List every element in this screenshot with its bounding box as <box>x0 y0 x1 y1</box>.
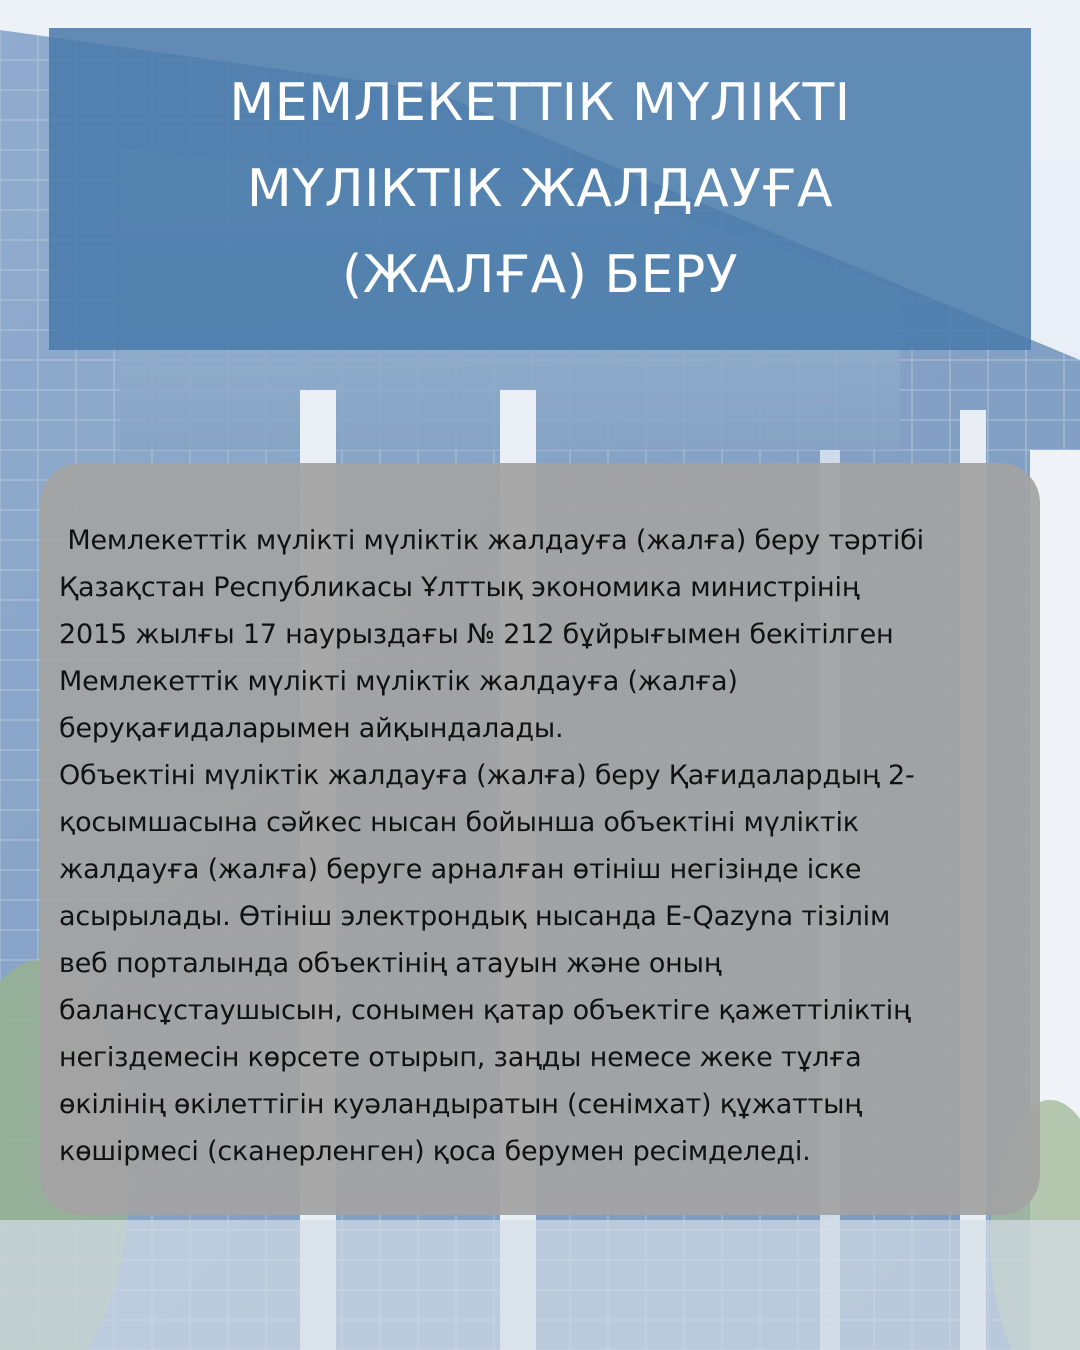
text-line: қосымшасына сәйкес нысан бойынша объектіні мүліктік <box>59 807 859 838</box>
text-line: балансұстаушысын, сонымен қатар объектіге қажеттіліктің <box>59 995 911 1026</box>
text-line: асырылады. Өтініш электрондық нысанда E-Qazyna тізілім <box>59 901 891 932</box>
text-line: веб порталында объектінің атауын және оның <box>59 948 722 979</box>
page-title <box>229 60 850 318</box>
text-line: өкілінің өкілеттігін куәландыратын (сенімхат) құжаттың <box>59 1089 862 1120</box>
text-line: беруқағидаларымен айқындалады. <box>59 713 564 744</box>
paragraph-rental-order <box>59 517 1020 752</box>
text-line: Мемлекеттік мүлікті мүліктік жалдауға (жалға) беру тәртібі <box>59 525 924 556</box>
text-line: Мемлекеттік мүлікті мүліктік жалдауға (жалға) <box>59 666 738 697</box>
title-line: (ЖАЛҒА) БЕРУ <box>341 245 739 305</box>
content-card <box>40 463 1040 1215</box>
title-line: МЕМЛЕКЕТТІК МҮЛІКТІ <box>229 73 851 133</box>
title-banner <box>49 28 1031 350</box>
text-line: Объектіні мүліктік жалдауға (жалға) беру Қағидалардың 2- <box>59 760 915 791</box>
text-line: негіздемесін көрсете отырып, заңды немесе жеке тұлға <box>59 1042 862 1073</box>
title-line: МҮЛІКТІК ЖАЛДАУҒА <box>246 159 834 219</box>
text-line: жалдауға (жалға) беруге арналған өтініш негізінде іске <box>59 854 862 885</box>
paragraph-application-procedure <box>59 752 1020 1175</box>
text-line: 2015 жылғы 17 наурыздағы № 212 бұйрығымен бекітілген <box>59 619 894 650</box>
text-line: көшірмесі (сканерленген) қоса берумен ресімделеді. <box>59 1136 811 1167</box>
text-line: Қазақстан Республикасы Ұлттық экономика министрінің <box>59 572 860 603</box>
